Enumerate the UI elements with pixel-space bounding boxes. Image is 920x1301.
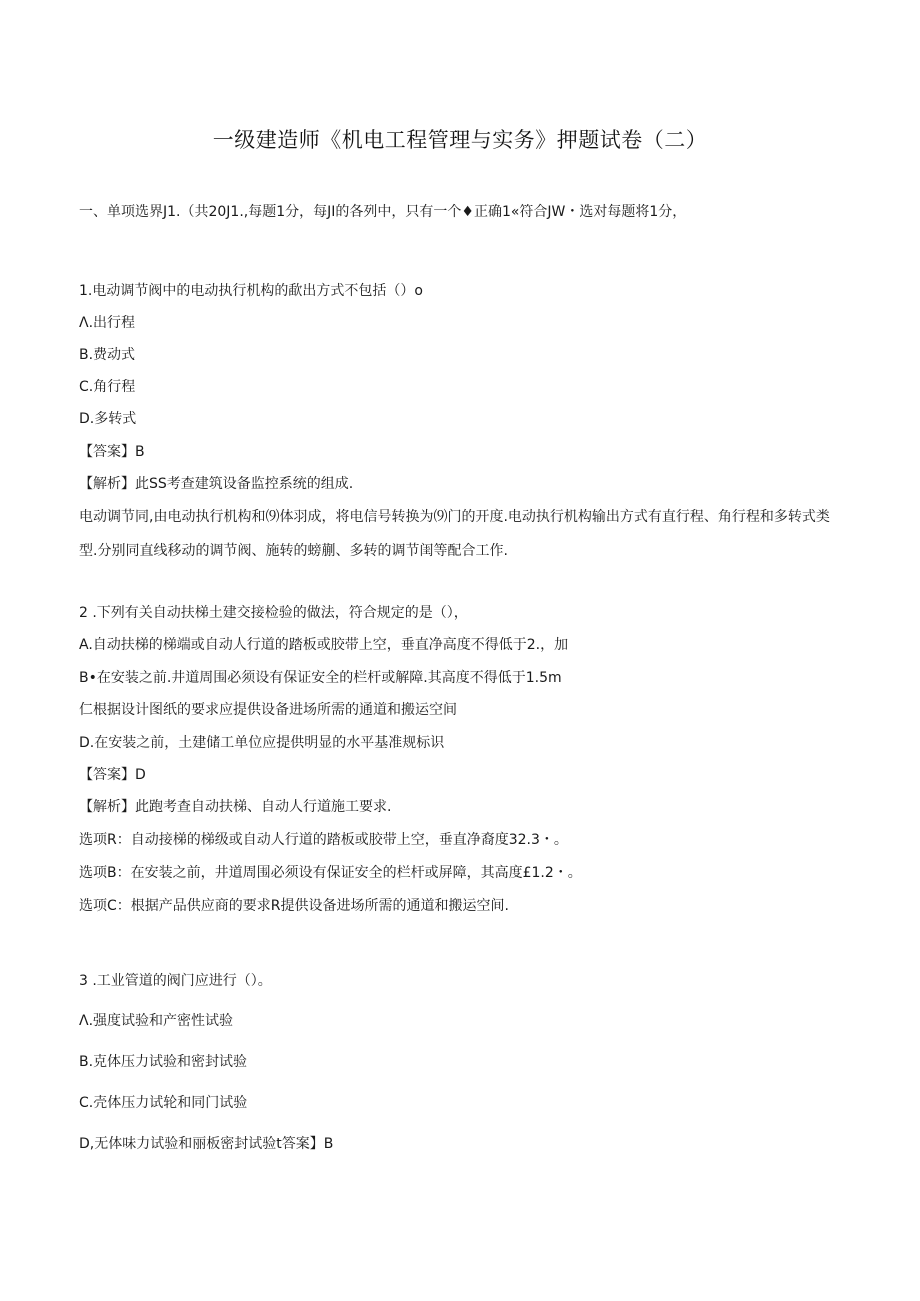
question-1-option-c: C.角行程 (79, 379, 136, 395)
section-heading: 一、单项选界J1.（共20J1.,每题1分，每JI的各列中，只有一个♦正确1«符合JW・选对每题将1分， (79, 204, 687, 220)
question-1-analysis-heading: 【解析】此SS考查建筑设备监控系统的组成. (79, 476, 354, 492)
question-2-option-b: B•在安装之前.井道周围必须设有保证安全的栏杆或解障.其高度不得低于1.5m (79, 670, 562, 686)
question-3-option-a: Λ.强度试验和产密性试验 (79, 1013, 234, 1029)
question-3-option-d: D,无体味力试验和丽板密封试验t答案】B (79, 1136, 334, 1152)
question-2-analysis-c: 选项C：根据产品供应商的要求R提供设备进场所需的通道和搬运空间. (79, 898, 509, 914)
question-2-option-d: D.在安装之前，土建储工单位应提供明显的水平基准规标识 (79, 735, 445, 751)
question-2-analysis-a: 选项R：自动接梯的梯级或自动人行道的踏板或胶带上空，垂直净裔度32.3・。 (79, 832, 568, 848)
question-1-analysis-body: 电动调节同,由电动执行机构和⑼体羽成，将电信号转换为⑼门的开度.电动执行机构输出方式有直行程、角行程和多转式类型.分别同直线移动的调节阀、施转的螃蒯、多转的调节闺等配合工作. (79, 509, 830, 559)
question-1-answer: 【答案】B (79, 444, 145, 460)
question-2-analysis-heading: 【解析】此跑考查自动扶梯、自动人行道施工要求. (79, 799, 392, 815)
question-3-option-c: C.壳体压力试轮和同门试验 (79, 1095, 248, 1111)
question-2-stem: 2 .下列有关自动扶梯土建交接检验的做法，符合规定的是（）， (79, 605, 468, 621)
question-1-option-b: B.费动式 (79, 347, 136, 363)
question-2-answer: 【答案】D (79, 767, 146, 783)
question-1-option-d: D.多转式 (79, 411, 137, 427)
question-1-option-a: Λ.出行程 (79, 315, 136, 331)
question-2-option-a: A.自动扶梯的梯端或自动人行道的踏板或胶带上空，垂直净高度不得低于2.，加 (79, 637, 569, 653)
question-1-stem: 1.电动调节阀中的电动执行机构的歃出方式不包括（）o (79, 283, 423, 299)
document-title: 一级建造师《机电工程管理与实务》押题试卷（二） (212, 128, 708, 152)
question-2-option-c: 仁根据设计图纸的要求应提供设备进场所需的通道和搬运空间 (79, 702, 457, 718)
question-3-option-b: B.克体压力试验和密封试验 (79, 1054, 248, 1070)
question-3-stem: 3 .工业管道的阀门应进行（）。 (79, 973, 272, 989)
question-2-analysis-b: 选项B：在安装之前，井道周围必须设有保证安全的栏杆或屏障，其高度£1.2・。 (79, 865, 582, 881)
